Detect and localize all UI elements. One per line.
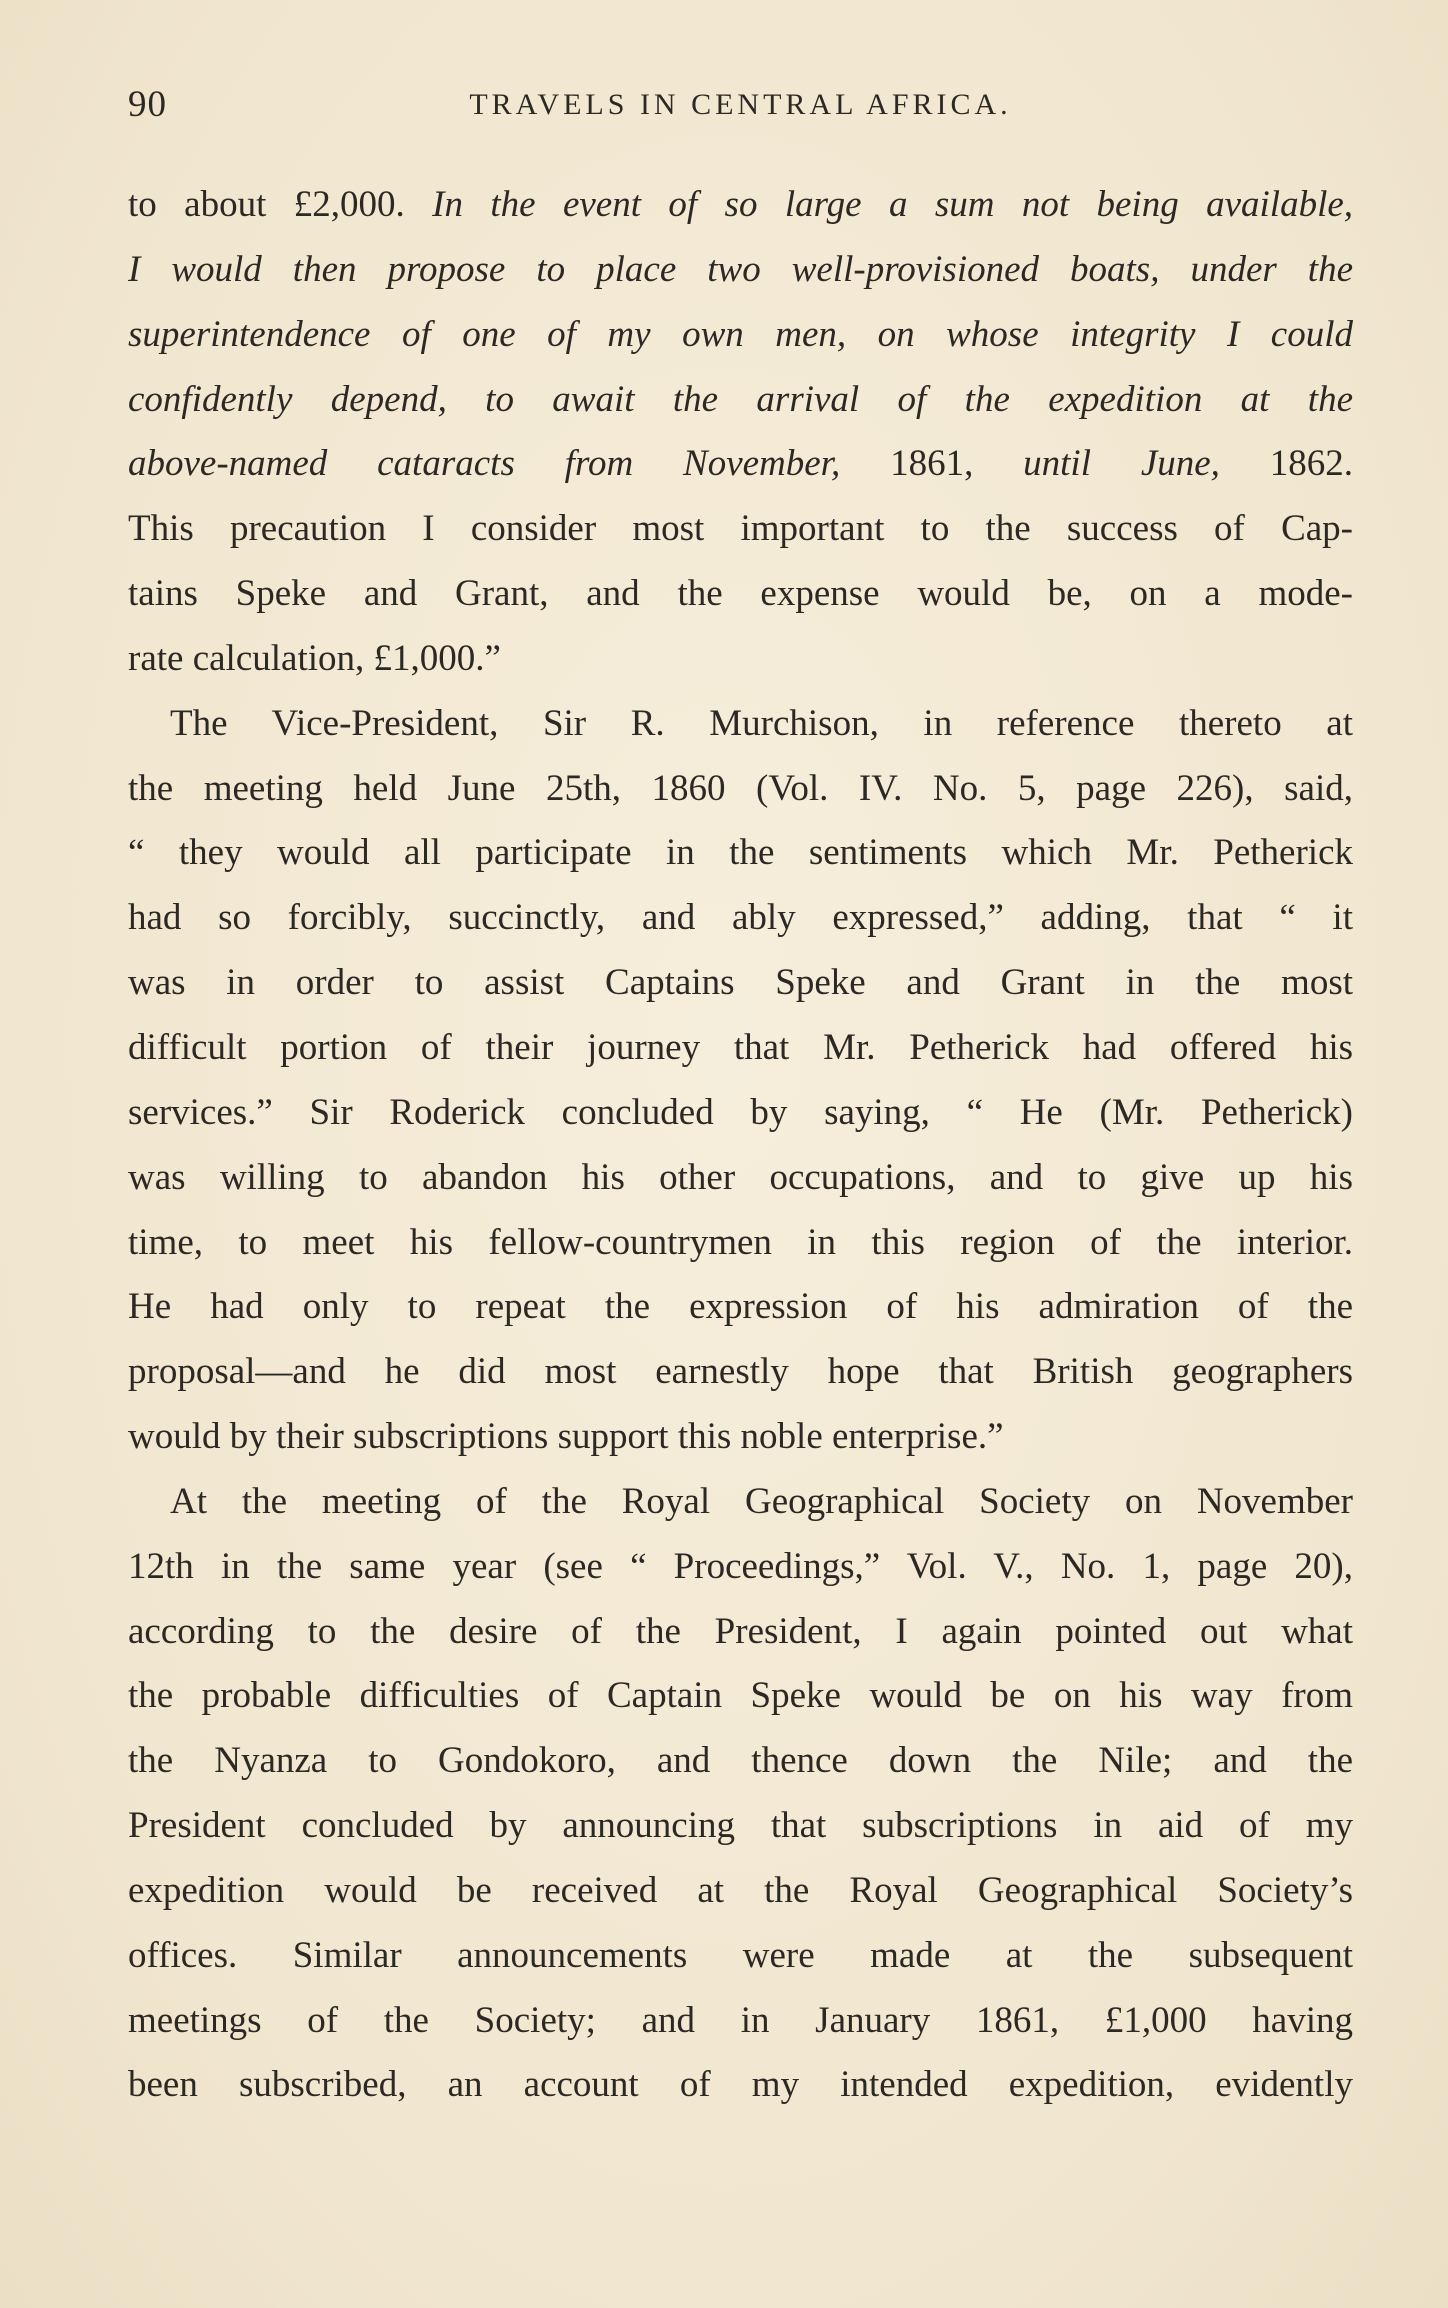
text-run: according to the desire of the President, I again pointed out what (128, 1610, 1353, 1652)
text-run: “ they would all participate in the sentiments which Mr. Petherick (128, 832, 1353, 874)
running-title: TRAVELS IN CENTRAL AFRICA. (469, 88, 1012, 121)
text-run: This precaution I consider most important to the success of Cap- (128, 508, 1353, 550)
text-run: was in order to assist Captains Speke and Grant in the most (128, 962, 1353, 1004)
text-run: meetings of the Society; and in January 1861, £1,000 having (128, 1999, 1353, 2041)
text-run: At the meeting of the Royal Geographical Society on November (170, 1480, 1353, 1522)
italic-text-run: until June, (973, 443, 1220, 485)
text-line (128, 368, 1353, 433)
text-run: 1862. (1219, 443, 1353, 485)
text-line (128, 1016, 1353, 1081)
italic-text-run: superintendence of one of my own men, on whose integrity I could (128, 313, 1353, 355)
text-run: President concluded by announcing that subscriptions in aid of my (128, 1805, 1353, 1847)
page-number: 90 (128, 84, 167, 125)
text-line (128, 303, 1353, 368)
text-run: the meeting held June 25th, 1860 (Vol. IV. No. 5, page 226), said, (128, 767, 1353, 809)
text-run: difficult portion of their journey that Mr. Petherick had offered his (128, 1026, 1353, 1068)
text-run: time, to meet his fellow-countrymen in this region of the interior. (128, 1221, 1353, 1263)
text-line (128, 627, 1353, 692)
text-line (128, 238, 1353, 303)
text-run: expedition would be received at the Royal Geographical Society’s (128, 1869, 1353, 1911)
text-line (128, 173, 1353, 238)
text-line (128, 1989, 1353, 2054)
italic-text-run: In the event of so large a sum not being available, (432, 184, 1353, 225)
text-run: tains Speke and Grant, and the expense would be, on a mode- (128, 573, 1353, 615)
text-line (128, 757, 1353, 822)
text-run: the Nyanza to Gondokoro, and thence down the Nile; and the (128, 1740, 1353, 1782)
text-line (128, 1664, 1353, 1729)
text-line (128, 886, 1353, 951)
text-line (128, 1924, 1353, 1989)
text-run: 12th in the same year (see “ Proceedings,” Vol. V., No. 1, page 20), (128, 1545, 1353, 1587)
text-line (128, 1859, 1353, 1924)
text-run: proposal—and he did most earnestly hope that British geographers (128, 1351, 1353, 1393)
text-line (128, 1211, 1353, 1276)
text-line (128, 1600, 1353, 1665)
text-run: been subscribed, an account of my intended expedition, evidently (128, 2064, 1353, 2106)
italic-text-run: confidently depend, to await the arrival of the expedition at the (128, 378, 1353, 420)
italic-text-run: I would then propose to place two well-provisioned boats, under the (128, 248, 1353, 290)
text-run: was willing to abandon his other occupations, and to give up his (128, 1156, 1353, 1198)
text-run: offices. Similar announcements were made at the subsequent (128, 1934, 1353, 1976)
text-line (128, 1470, 1353, 1535)
text-run: to about £2,000. (128, 184, 405, 225)
text-line (128, 951, 1353, 1016)
text-line (128, 497, 1353, 562)
text-line (128, 1081, 1353, 1146)
text-line (128, 692, 1353, 757)
text-line (128, 1405, 1353, 1470)
body-text (128, 173, 1353, 2118)
text-line (128, 2053, 1353, 2118)
text-line (128, 562, 1353, 627)
text-run: would by their subscriptions support this noble enterprise.” (128, 1416, 1004, 1458)
text-line (128, 1146, 1353, 1211)
running-head (128, 80, 1353, 130)
text-line (128, 1340, 1353, 1405)
text-line (128, 1729, 1353, 1794)
text-line (128, 1535, 1353, 1600)
text-run: services.” Sir Roderick concluded by saying, “ He (Mr. Petherick) (128, 1091, 1353, 1133)
text-line (128, 1275, 1353, 1340)
text-line (128, 432, 1353, 497)
italic-text-run: above-named cataracts from November, (128, 443, 841, 485)
text-run: the probable difficulties of Captain Speke would be on his way from (128, 1675, 1353, 1717)
text-run: rate calculation, £1,000.” (128, 637, 501, 679)
text-run: had so forcibly, succinctly, and ably expressed,” adding, that “ it (128, 897, 1353, 939)
text-line (128, 1794, 1353, 1859)
text-run: He had only to repeat the expression of his admiration of the (128, 1286, 1353, 1328)
text-run: The Vice-President, Sir R. Murchison, in reference thereto at (170, 702, 1353, 744)
text-run: 1861, (840, 443, 974, 485)
text-line (128, 821, 1353, 886)
